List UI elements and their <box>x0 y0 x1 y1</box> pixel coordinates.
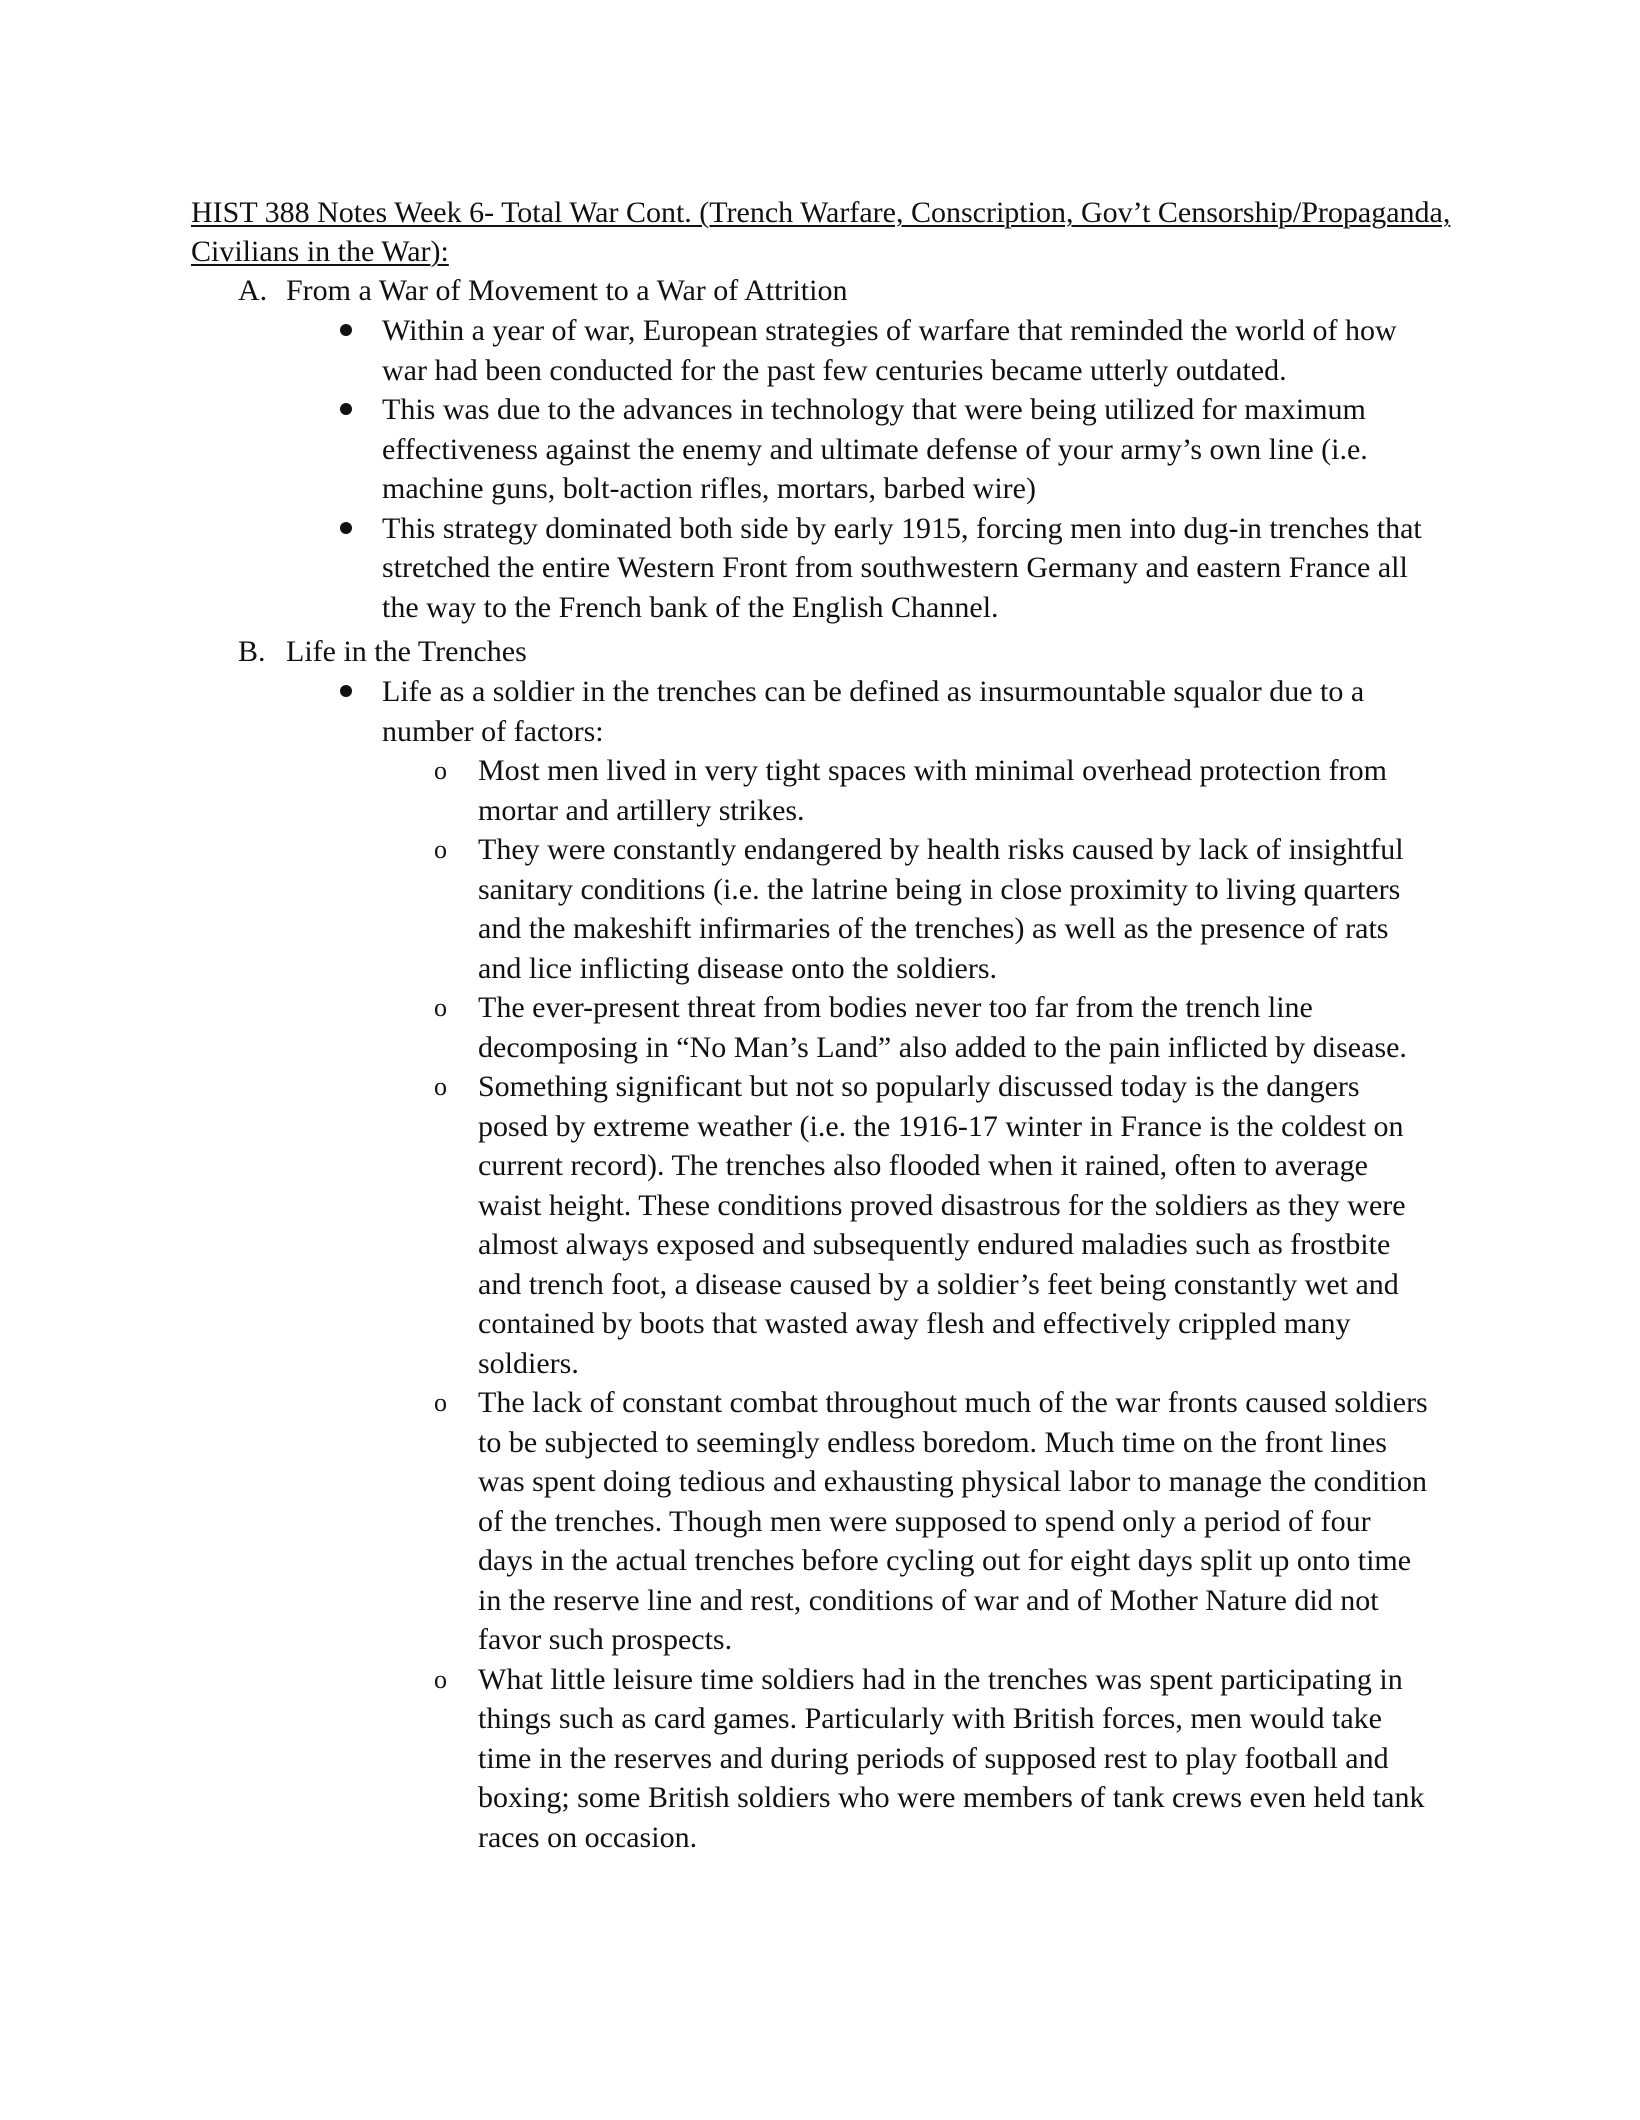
section-marker: B. <box>238 635 266 668</box>
sub-list <box>382 751 1432 1857</box>
list-item <box>382 672 1432 1857</box>
sub-item-text: The ever-present threat from bodies never too far from the trench line decomposing in “No Man’s Land” also added to the pain inflicted by disease. <box>478 991 1407 1064</box>
list-item <box>382 311 1432 390</box>
sub-item-text: Something significant but not so popularly discussed today is the dangers posed by extreme weather (i.e. the 1916-17 winter in France is the coldest on current record). The trenches also flooded when it rained, often to average waist height. These conditions proved disastrous for the soldiers as they were almost always exposed and subsequently endured maladies such as frostbite and trench foot, a disease caused by a soldier’s feet being constantly wet and contained by boots that wasted away flesh and effectively crippled many soldiers. <box>478 1070 1406 1380</box>
sub-item-text: Most men lived in very tight spaces with minimal overhead protection from mortar and artillery strikes. <box>478 754 1387 827</box>
circle-bullet-icon: o <box>434 1664 447 1694</box>
sub-list-item <box>434 751 1428 830</box>
section-heading <box>238 632 527 671</box>
bullet-icon <box>340 403 352 415</box>
circle-bullet-icon: o <box>434 1072 447 1101</box>
circle-bullet-icon: o <box>434 835 447 864</box>
list-item <box>382 390 1432 509</box>
bullet-text: Within a year of war, European strategies of warfare that reminded the world of how war had been conducted for the past few centuries became utterly outdated. <box>382 314 1397 387</box>
bullet-icon <box>340 685 352 697</box>
bullet-text: This was due to the advances in technology that were being utilized for maximum effectiveness against the enemy and ultimate defense of your army’s own line (i.e. machine guns, bolt-action rifles, mortars, barbed wire) <box>382 393 1368 505</box>
circle-bullet-icon: o <box>434 993 447 1022</box>
sub-list-item <box>434 1383 1428 1660</box>
section-heading-text: From a War of Movement to a War of Attrition <box>286 274 848 307</box>
sub-item-text: They were constantly endangered by health risks caused by lack of insightful sanitary conditions (i.e. the latrine being in close proximity to living quarters and the makeshift infirmaries of the trenches) as well as the presence of rats and lice inflicting disease onto the soldiers. <box>478 833 1404 985</box>
bullet-list <box>0 672 1640 1857</box>
bullet-icon <box>340 324 352 336</box>
page-title: HIST 388 Notes Week 6- Total War Cont. (Trench Warfare, Conscription, Gov’t Censorship/Propaganda, Civilians in the War): <box>191 196 1451 268</box>
list-item <box>382 509 1432 628</box>
sub-list-item <box>434 830 1428 988</box>
sub-list-item <box>434 1067 1428 1383</box>
section-heading <box>238 271 847 310</box>
bullet-list <box>0 311 1640 627</box>
circle-bullet-icon: o <box>434 756 447 785</box>
bullet-icon <box>340 522 352 534</box>
bullet-text: This strategy dominated both side by early 1915, forcing men into dug-in trenches that stretched the entire Western Front from southwestern Germany and eastern France all the way to the French bank of the English Channel. <box>382 511 1422 624</box>
sub-list-item <box>434 1660 1428 1858</box>
sub-list-item <box>434 988 1428 1067</box>
section-marker: A. <box>238 274 268 307</box>
sub-item-text: What little leisure time soldiers had in the trenches was spent participating in things such as card games. Particularly with British forces, men would take time in the reserves and during periods of supposed rest to play football and boxing; some British soldiers who were members of tank crews even held tank races on occasion. <box>478 1662 1425 1854</box>
sub-item-text: The lack of constant combat throughout much of the war fronts caused soldiers to be subjected to seemingly endless boredom. Much time on the front lines was spent doing tedious and exhausting physical labor to manage the condition of the trenches. Though men were supposed to spend only a period of four days in the actual trenches before cycling out for eight days split up onto time in the reserve line and rest, conditions of war and of Mother Nature did not favor such prospects. <box>478 1386 1428 1656</box>
section-heading-text: Life in the Trenches <box>286 635 527 668</box>
bullet-text: Life as a soldier in the trenches can be defined as insurmountable squalor due to a number of factors: <box>382 675 1365 748</box>
circle-bullet-icon: o <box>434 1388 447 1417</box>
